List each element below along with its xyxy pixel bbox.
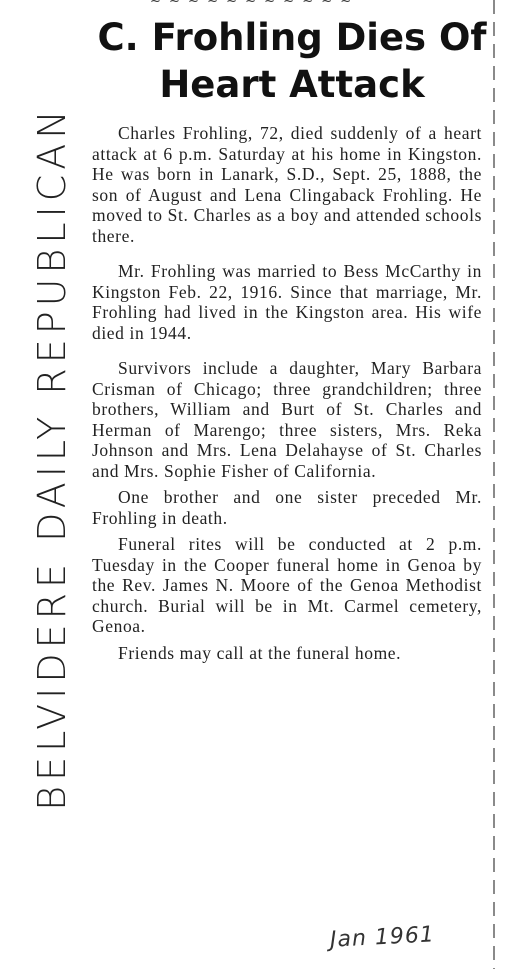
handwritten-date: Jan 1961	[329, 922, 436, 953]
article-headline: C. Frohling Dies Of Heart Attack	[97, 16, 487, 106]
article-paragraph: Friends may call at the funeral home.	[118, 642, 402, 663]
clipping-edge-line	[493, 0, 495, 969]
article-paragraph: Survivors include a daughter, Mary Barbara Crisman of Chicago; three grandchildren; three brothers, William and Burt of St. Charles and Herman of Marengo; three sisters, Mrs. Reka Johnson and Mrs. Lena Delahayse of St. Charles and Mrs. Sophie Fisher of California.	[92, 358, 482, 481]
article-paragraph: Charles Frohling, 72, died suddenly of a heart attack at 6 p.m. Saturday at his home in Kingston. He was born in Lanark, S.D., Sept. 25, 1888, the son of August and Lena Clingaback Frohling. He moved to St. Charles as a boy and attended schools there.	[92, 123, 482, 246]
article-paragraph: Funeral rites will be conducted at 2 p.m. Tuesday in the Cooper funeral home in Genoa by the Rev. James N. Moore of the Genoa Methodist church. Burial will be in Mt. Carmel cemetery, Genoa.	[92, 534, 482, 636]
handwritten-newspaper-name: BELVIDERE DAILY REPUBLICAN	[30, 105, 74, 811]
article-body	[92, 123, 482, 663]
article-paragraph: One brother and one sister preceded Mr. Frohling in death.	[92, 487, 482, 528]
article-paragraph: Mr. Frohling was married to Bess McCarthy in Kingston Feb. 22, 1916. Since that marriage, Mr. Frohling had lived in the Kingston area. His wife died in 1944.	[92, 261, 482, 343]
top-edge-handwriting: ~ ~ ~ ~ ~ ~ ~ ~ ~ ~ ~	[150, 0, 354, 8]
